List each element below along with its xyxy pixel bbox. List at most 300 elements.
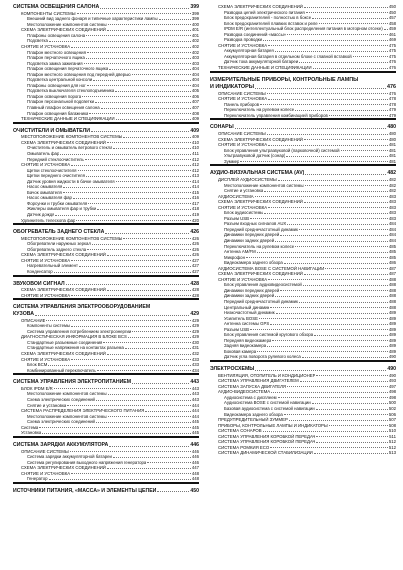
toc-page-number: 430 — [191, 339, 199, 345]
toc-page-number: 443 — [191, 396, 199, 402]
toc-page-number: 420 — [191, 217, 199, 223]
dot-leader — [101, 108, 191, 109]
toc-entry-title: СИСТЕМА УПРАВЛЕНИЯ ЭЛЕКТРООБОРУДОВАНИЕМ — [13, 304, 151, 311]
toc-entry-title: Снятие и установка — [224, 188, 264, 194]
toc-entry-title: Насос омывателя фар — [27, 195, 72, 201]
toc-entry-title: СХЕМА ЭЛЕКТРИЧЕСКИХ СОЕДИНЕНИЙ — [21, 252, 106, 258]
toc-entry-title: ТЕХНИЧЕСКИЕ ДАННЫЕ И СПЕЦИФИКАЦИИ — [218, 65, 312, 71]
toc-entry-title: И ИНДИКАТОРЫ — [210, 83, 254, 90]
dot-leader — [91, 131, 189, 132]
toc-page-number: 489 — [388, 326, 396, 332]
dot-leader — [71, 473, 191, 474]
toc-entry-title: Микрофон — [224, 254, 245, 260]
toc-page-number: 486 — [388, 260, 396, 266]
dot-leader — [271, 392, 388, 393]
toc-page-number: 480 — [388, 130, 396, 136]
toc-entry-title: СНЯТИЕ И УСТАНОВКА — [218, 276, 268, 282]
toc-page-number: 485 — [388, 254, 396, 260]
toc-page-number: 444 — [191, 402, 199, 408]
dot-leader — [306, 12, 388, 13]
dot-leader — [278, 180, 388, 181]
dot-leader — [97, 209, 190, 210]
dot-leader — [303, 285, 388, 286]
toc-section-heading[interactable] — [13, 311, 199, 318]
toc-page-number: 426 — [191, 246, 199, 252]
toc-entry-title: Разъем USB — [224, 215, 249, 221]
dot-leader — [54, 272, 191, 273]
dot-leader — [329, 115, 388, 116]
toc-entry-title: МЕСТОПОЛОЖЕНИЕ КОМПОНЕНТОВ СИСТЕМЫ — [21, 235, 123, 241]
toc-page-number: 448 — [191, 470, 199, 476]
toc-entry-title: СНЯТИЕ И УСТАНОВКА — [218, 42, 268, 48]
toc-entry-title: Снятие и установка — [27, 402, 67, 408]
toc-entry-title: Передний стеклоочиститель — [27, 156, 84, 162]
dot-leader — [260, 104, 388, 105]
toc-page-number: 434 — [191, 367, 199, 373]
toc-entry-title: Плафоны освещения салона — [27, 32, 86, 38]
dot-leader — [63, 192, 191, 193]
toc-page-number: 511 — [389, 433, 396, 439]
toc-page-number: 427 — [191, 263, 199, 269]
toc-page-number: 409 — [190, 127, 199, 134]
toc-section-heading[interactable] — [13, 304, 199, 311]
dot-leader — [287, 34, 388, 35]
toc-page-number: 426 — [191, 235, 199, 241]
toc-entry-title: Местоположение компонентов системы — [27, 413, 107, 419]
dot-leader — [305, 185, 388, 186]
toc-page-number: 490 — [388, 372, 396, 378]
toc-entry-title: СНЯТИЕ И УСТАНОВКА — [218, 204, 268, 210]
toc-entry-title: Динамики задних дверей — [224, 237, 275, 243]
toc-page-number: 510 — [388, 428, 396, 434]
dot-leader — [113, 457, 191, 458]
toc-page-number: 404 — [191, 77, 199, 83]
toc-entry-title: Плафон местного освещения под передней дверью — [27, 71, 131, 77]
dot-leader — [46, 320, 190, 321]
dot-leader — [267, 346, 388, 347]
dot-leader — [78, 170, 191, 171]
dot-leader — [270, 324, 388, 325]
toc-section-heading[interactable] — [210, 84, 396, 91]
toc-entry-title: Блок управления аудиовидеосистемой — [224, 282, 302, 288]
dot-leader — [73, 198, 191, 199]
toc-section-heading[interactable] — [210, 366, 396, 373]
toc-page-number: 475 — [388, 53, 396, 59]
toc-entry-title: Генератор — [27, 476, 48, 482]
toc-page-number: 402 — [191, 43, 199, 49]
toc-page-number: 443 — [191, 391, 199, 397]
toc-entry-title: СНЯТИЕ И УСТАНОВКА — [21, 292, 71, 298]
dot-leader — [314, 453, 388, 454]
toc-page-number: 443 — [190, 379, 199, 386]
dot-leader — [264, 191, 388, 192]
toc-page-number: 489 — [388, 343, 396, 349]
dot-leader — [299, 229, 388, 230]
dot-leader — [145, 411, 191, 412]
dot-leader — [304, 274, 388, 275]
dot-leader — [95, 102, 191, 103]
toc-page-number: 479 — [388, 112, 396, 118]
dot-leader — [48, 365, 190, 366]
toc-entry-title: Датчик угла поворота рулевого колеса — [224, 354, 301, 360]
dot-leader — [85, 159, 191, 160]
toc-entry-title: Удлинитель телескопа фар — [21, 217, 76, 223]
toc-entry-title: МЕСТОПОЛОЖЕНИЕ КОМПОНЕНТОВ СИСТЕМЫ — [21, 134, 123, 140]
dot-leader — [314, 335, 388, 336]
toc-page-number: 484 — [388, 221, 396, 227]
dot-leader — [268, 279, 388, 280]
toc-page-number: 489 — [388, 337, 396, 343]
toc-page-number: 409 — [191, 134, 199, 140]
dot-leader — [250, 329, 388, 330]
toc-entry-title: Зуммер — [224, 158, 240, 164]
toc-entry-title: СХЕМА ЭЛЕКТРИЧЕСКИХ СОЕДИНЕНИЙ — [218, 136, 303, 142]
toc-entry-title: Плафон перчаточного ящика — [27, 55, 85, 61]
toc-entry-title: Аудиосистема с дисплеем — [224, 394, 277, 400]
toc-entry-title: Стандартные напряжения на контактах разъема — [27, 345, 124, 351]
dot-leader — [267, 134, 388, 135]
toc-page-number: 410 — [191, 139, 199, 145]
toc-section-heading[interactable] — [13, 488, 199, 495]
dot-leader — [71, 359, 191, 360]
toc-entry-title: ОПИСАНИЕ СИСТЕМЫ — [218, 130, 266, 136]
toc-section-heading[interactable] — [13, 442, 199, 449]
dot-leader — [107, 468, 191, 469]
toc-page-number: 429 — [191, 328, 199, 334]
toc-entry-title: СХЕМА ЭЛЕКТРИЧЕСКИХ СОЕДИНЕНИЙ — [21, 139, 106, 145]
dot-leader — [284, 414, 388, 415]
dot-leader — [55, 215, 190, 216]
toc-entry-title: Главный плафон освещения салона — [27, 104, 100, 110]
toc-page-number: 443 — [191, 385, 199, 391]
dot-leader — [257, 351, 388, 352]
toc-entry-title: Переключатель на рулевом колесе — [224, 243, 295, 249]
toc-page-number: 489 — [388, 348, 396, 354]
section-rule — [210, 360, 396, 362]
toc-entry-title: ДИАГНОСТИЧЕСКАЯ ИНФОРМАЦИЯ В БЛОКЕ BCS — [21, 334, 127, 340]
dot-leader — [88, 203, 191, 204]
toc-entry-title: Омыватель фар — [27, 150, 60, 156]
toc-entry-title: Система регулирования выходного напряжения генератора — [27, 459, 147, 465]
toc-page-number: 401 — [191, 27, 199, 33]
toc-page-number: 506 — [388, 411, 396, 417]
dot-leader — [275, 296, 388, 297]
toc-entry-title: ПРЕДУПРЕДИТЕЛЬНЫЙ ЗУММЕР — [218, 417, 288, 423]
toc-entry-title: ОБОГРЕВАТЕЛЬ ЗАДНЕГО СТЕКЛА — [13, 229, 105, 236]
toc-page-number: 429 — [191, 317, 199, 323]
dot-leader — [235, 128, 387, 129]
section-rule — [210, 71, 396, 73]
toc-entry-title: Плафон освещения перчаточного ящика — [27, 66, 109, 72]
toc-entry-title: Переключатель на рулевом колесе — [224, 107, 295, 113]
dot-leader — [70, 451, 191, 452]
toc-section-heading[interactable] — [13, 281, 199, 288]
toc-page-number: 450 — [388, 4, 396, 9]
toc-entry-title: СИСТЕМА ЗАПУСКА ДВИГАТЕЛЯ — [218, 383, 287, 389]
dot-leader — [116, 119, 191, 120]
toc-page-number: 428 — [191, 292, 199, 298]
toc-section-heading[interactable] — [210, 77, 396, 84]
dot-leader — [71, 260, 191, 261]
toc-entry-title: Блок BCM — [27, 362, 48, 368]
dot-leader — [49, 41, 191, 42]
dot-leader — [275, 241, 388, 242]
toc-page-number: 427 — [191, 269, 199, 275]
toc-entry-title: Система управления потреблением электроэнергии — [27, 328, 132, 334]
toc-entry-title: ТЕХНИЧЕСКИЕ ДАННЫЕ И СПЕЦИФИКАЦИИ — [21, 116, 115, 122]
toc-entry-title: Передний среднечастотный динамик — [224, 226, 298, 232]
toc-entry-title: Задняя видеокамера — [224, 343, 267, 349]
toc-page-number: 507 — [388, 417, 396, 423]
dot-leader — [304, 7, 388, 8]
dot-leader — [259, 318, 388, 319]
toc-page-number: 403 — [191, 60, 199, 66]
toc-entry-title: ИСТОЧНИКИ ПИТАНИЯ, «МАССА» И ЭЛЕМЕНТЫ ЦЕПЕЙ — [13, 487, 157, 494]
toc-page-number: 483 — [388, 193, 396, 199]
toc-entry-title: КОМПОНЕНТЫ СИСТЕМЫ — [21, 10, 76, 16]
toc-entry-title: Аудиосистема BOSE с системой навигации — [224, 400, 311, 406]
toc-subsection-entry[interactable] — [210, 450, 396, 456]
toc-page-number: 478 — [388, 96, 396, 102]
toc-entry-title: Разводка соединений «массы» — [224, 31, 287, 37]
dot-leader — [86, 58, 191, 59]
toc-page-number: 446 — [191, 454, 199, 460]
dot-leader — [92, 244, 191, 245]
toc-page-number: 446 — [190, 441, 199, 448]
toc-page-number: 446 — [191, 459, 199, 465]
toc-page-number: 428 — [190, 280, 199, 287]
toc-page-number: 419 — [191, 211, 199, 217]
dot-leader — [316, 436, 388, 437]
dot-leader — [71, 165, 191, 166]
toc-entry-title: ОПИСАНИЕ — [21, 317, 46, 323]
toc-entry-title: СИСТЕМА УПРАВЛЕНИЯ ДВИГАТЕЛЕМ — [218, 378, 299, 384]
dot-leader — [267, 93, 388, 94]
section-rule — [13, 122, 199, 124]
toc-page-number: 427 — [191, 257, 199, 263]
toc-section-heading[interactable] — [13, 4, 199, 11]
dot-leader — [54, 388, 191, 389]
toc-page-number: 405 — [191, 88, 199, 94]
toc-entry-title: Комбинированный переключатель — [27, 367, 96, 373]
dot-leader — [304, 139, 388, 140]
toc-entry-title: СИСТЕМА ЗАРЯДКИ АККУМУЛЯТОРА — [13, 441, 109, 448]
toc-entry-title: Внешний вид заднего фонаря и типичные характеристики лампы — [27, 16, 158, 22]
toc-page-number: 482 — [388, 176, 396, 182]
dot-leader — [280, 290, 388, 291]
dot-leader — [263, 431, 388, 432]
dot-leader — [67, 405, 191, 406]
toc-entry-title: Система — [21, 424, 39, 430]
dot-leader — [250, 218, 388, 219]
toc-page-number: 445 — [191, 430, 199, 436]
dot-leader — [87, 85, 191, 86]
dot-leader — [272, 340, 387, 341]
toc-page-number: 412 — [191, 156, 199, 162]
toc-entry-title: Панель приборов — [224, 101, 260, 107]
toc-entry-title: СНЯТИЕ И УСТАНОВКА — [21, 162, 71, 168]
dot-leader — [302, 357, 388, 358]
toc-entry-title: Антенна AM/FM — [224, 249, 256, 255]
toc-page-number: 446 — [191, 448, 199, 454]
toc-entry-title: Жиклеры омывателя фар и трубки — [27, 206, 97, 212]
toc-page-number: 488 — [388, 276, 396, 282]
toc-page-number: 399 — [191, 16, 199, 22]
toc-page-number: 404 — [191, 66, 199, 72]
toc-page-number: 488 — [388, 293, 396, 299]
toc-page-number: 493 — [388, 378, 396, 384]
toc-section-heading[interactable] — [13, 128, 199, 135]
toc-page-number: 429 — [190, 311, 199, 318]
section-rule — [210, 118, 396, 120]
dot-leader — [313, 68, 388, 69]
dot-leader — [275, 51, 388, 52]
dot-leader — [35, 315, 189, 316]
toc-page-number: 476 — [388, 65, 396, 71]
dot-leader — [270, 307, 387, 308]
toc-entry-title: Местоположение компонентов системы — [27, 391, 107, 397]
toc-page-number: 475 — [388, 42, 396, 48]
section-rule — [13, 436, 199, 438]
dot-leader — [97, 370, 191, 371]
toc-page-number: 476 — [388, 90, 396, 96]
dot-leader — [240, 161, 387, 162]
dot-leader — [300, 381, 388, 382]
section-rule — [210, 164, 396, 166]
toc-entry-title: СХЕМА ЭЛЕКТРИЧЕСКИХ СОЕДИНЕНИЙ — [21, 27, 106, 33]
toc-page-number: 414 — [191, 178, 199, 184]
toc-entry-title: Аккумуляторная батарея в отдельном блоке с главной вставкой — [224, 53, 352, 59]
dot-leader — [107, 30, 191, 31]
toc-page-number: 483 — [388, 215, 396, 221]
toc-page-number: 489 — [388, 315, 396, 321]
dot-leader — [108, 394, 191, 395]
toc-page-number: 476 — [388, 59, 396, 65]
dot-leader — [82, 96, 191, 97]
toc-entry-title: Система зарядки аккумуляторной батареи — [27, 454, 112, 460]
toc-page-number: 445 — [191, 419, 199, 425]
toc-entry-title: Плафон персональной подсветки — [27, 99, 95, 105]
toc-page-number: 429 — [191, 334, 199, 340]
dot-leader — [115, 91, 191, 92]
toc-entry-title: СНЯТИЕ И УСТАНОВКА — [218, 96, 268, 102]
toc-entry-title: ВЕНТИЛЯЦИЯ, ОТОПИТЕЛЬ И КОНДИЦИОНЕР — [218, 372, 316, 378]
dot-leader — [42, 433, 191, 434]
toc-page-number: 489 — [388, 332, 396, 338]
toc-entry-title: Датчик дождя — [27, 211, 55, 217]
dot-leader — [299, 302, 388, 303]
dot-leader — [100, 8, 189, 9]
toc-page-number: 484 — [388, 232, 396, 238]
toc-page-number: 426 — [191, 241, 199, 247]
toc-page-number: 399 — [190, 4, 199, 10]
dot-leader — [246, 257, 388, 258]
dot-leader — [316, 375, 387, 376]
toc-page-number: 481 — [388, 158, 396, 164]
toc-page-number: 459 — [388, 26, 396, 32]
toc-section-heading[interactable] — [210, 124, 396, 131]
toc-entry-title: АУДИОСИСТЕМА BOSE С СИСТЕМОЙ НАВИГАЦИИ — [218, 265, 325, 271]
toc-page-number: 512 — [388, 439, 396, 445]
toc-page-number: 490 — [388, 354, 396, 360]
dot-leader — [280, 235, 388, 236]
toc-page-number: 412 — [191, 162, 199, 168]
toc-entry-title: Разводка цепей электрического питания — [224, 9, 305, 15]
dot-leader — [128, 337, 191, 338]
toc-page-number: 483 — [388, 210, 396, 216]
dot-leader — [257, 252, 388, 253]
toc-page-number: 488 — [388, 287, 396, 293]
toc-section-heading[interactable] — [13, 229, 199, 236]
toc-entry-title: Базовая аудиосистема с системой навигации — [224, 405, 315, 411]
toc-entry-title: Блок предохранителей - полностью в боксе — [224, 15, 312, 21]
dot-leader — [103, 342, 191, 343]
toc-section-heading[interactable] — [210, 170, 396, 177]
toc-page-number: 458 — [388, 20, 396, 26]
toc-entry-title: Передняя видеокамера — [224, 337, 272, 343]
dot-leader — [255, 196, 388, 197]
toc-page-number: 490 — [387, 366, 396, 372]
toc-entry-title: СНЯТИЕ И УСТАНОВКА — [21, 43, 71, 49]
toc-page-number: 433 — [191, 356, 199, 362]
dot-leader — [116, 181, 191, 182]
dot-leader — [319, 23, 388, 24]
toc-page-number: 426 — [190, 229, 199, 236]
toc-entry-title: Подсветка центральной консоли — [27, 77, 93, 83]
toc-page-number: 433 — [191, 362, 199, 368]
toc-entry-title: СХЕМА ЭЛЕКТРИЧЕСКИХ СОЕДИНЕНИЙ — [21, 287, 106, 293]
dot-leader — [125, 348, 191, 349]
toc-page-number: 414 — [191, 184, 199, 190]
toc-page-number: 401 — [191, 32, 199, 38]
dot-leader — [107, 290, 191, 291]
toc-entry-title: Разъем USB — [224, 326, 249, 332]
dot-leader — [132, 331, 191, 332]
dot-leader — [87, 249, 191, 250]
toc-page-number: 408 — [191, 110, 199, 116]
toc-entry-title: Плафон освещения порога — [27, 93, 82, 99]
toc-entry-title: Бачок омывателя — [27, 189, 62, 195]
toc-entry-title: Схема электрических соединений — [27, 419, 95, 425]
toc-page-number: 479 — [388, 107, 396, 113]
toc-page-number: 487 — [388, 271, 396, 277]
toc-entry-title: Схема электрических соединений — [27, 396, 95, 402]
toc-entry-title: СИСТЕМА СОНАРОВ — [218, 428, 262, 434]
dot-leader — [341, 150, 388, 151]
toc-entry-title: СНЯТИЕ И УСТАНОВКА — [21, 356, 71, 362]
toc-page-number: 417 — [191, 200, 199, 206]
toc-section-heading[interactable] — [13, 379, 199, 386]
toc-entry-title: Конденсатор — [27, 269, 53, 275]
toc-entry-title: IPDM E/R (интеллектуальный блок распределения питания в моторном отсеке) — [224, 26, 383, 32]
toc-page-number: 415 — [191, 189, 199, 195]
toc-page-number: 432 — [191, 351, 199, 357]
dot-leader — [276, 313, 388, 314]
toc-entry-title: Установка — [21, 430, 42, 436]
toc-entry-title: Низкочастотный динамик — [224, 310, 275, 316]
dot-leader — [108, 416, 191, 417]
toc-entry-title: Блок управления системой кругового обзора — [224, 332, 314, 338]
toc-entry-title: СХЕМА ЭЛЕКТРИЧЕСКИХ СОЕДИНЕНИЙ — [218, 4, 303, 9]
dot-leader — [159, 19, 191, 20]
toc-page-number: 469 — [388, 37, 396, 43]
toc-page-number: 404 — [191, 82, 199, 88]
dot-leader — [105, 233, 189, 234]
toc-page-number: 411 — [192, 150, 199, 156]
dot-leader — [107, 142, 191, 143]
section-rule — [13, 482, 199, 484]
toc-page-number: 489 — [388, 321, 396, 327]
